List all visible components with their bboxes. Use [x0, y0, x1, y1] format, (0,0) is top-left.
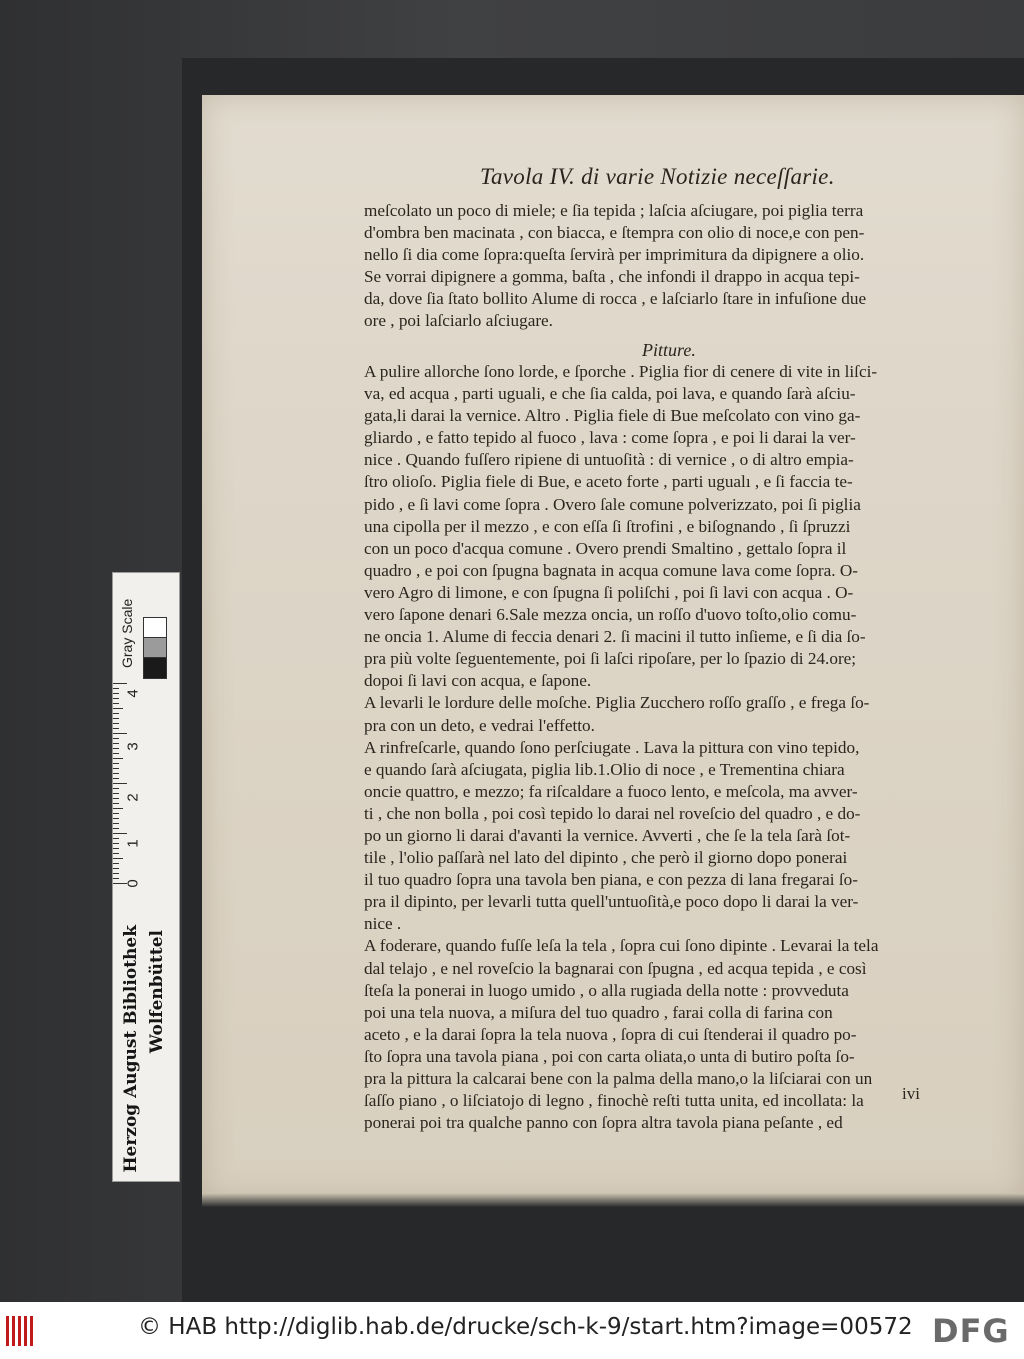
ruler-tick: [113, 788, 119, 789]
text-line: ſaſſo piano , o liſciatojo di legno , finochè reſti tutta unita, ed incollata: la: [364, 1091, 864, 1111]
ruler-tick: [113, 713, 119, 714]
text-line: quadro , e poi con ſpugna bagnata in acqua comune lava come ſopra. O-: [364, 560, 858, 580]
ruler-tick: [113, 813, 119, 814]
ruler-number: 0: [124, 879, 142, 888]
text-line: tile , l'olio paſſarà nel lato del dipinto , che però il giorno dopo ponerai: [364, 848, 848, 868]
ruler-tick: [113, 728, 119, 729]
dfg-logo: DFG: [932, 1312, 1010, 1350]
text-line: d'ombra ben macinata , con biacca, e ſtempra con olio di noce,e con pen-: [364, 223, 865, 243]
ruler-tick: [113, 863, 119, 864]
institution-line-2: Wolfenbüttel: [147, 929, 167, 1053]
gray-scale-label: Gray Scale: [119, 598, 135, 668]
ruler-tick: [113, 823, 119, 824]
ruler-tick: [113, 838, 119, 839]
ruler-number: 1: [124, 839, 142, 848]
page-edge: [202, 1193, 1024, 1207]
text-line: ore , poi laſciarlo aſciugare.: [364, 311, 553, 331]
ruler-tick: [113, 773, 119, 774]
text-line: pra più volte ſeguentemente, poi ſi laſci ripoſare, per lo ſpazio di 24.ore;: [364, 649, 857, 669]
ruler-tick: [113, 723, 119, 724]
text-line: dopoi ſi lavi con acqua, e ſapone.: [364, 671, 592, 691]
paragraph-1: [364, 200, 954, 333]
copyright-link[interactable]: © HAB http://diglib.hab.de/drucke/sch-k-9/start.htm?image=00572: [138, 1314, 913, 1340]
institution-line-1: Herzog August Bibliothek: [121, 925, 141, 1173]
ruler-tick: [113, 708, 123, 709]
text-line: ſto ſopra una tavola piana , poi con carta oliata,o unta di butiro poſta ſo-: [364, 1046, 855, 1066]
text-line: pido , e ſi lavi come ſopra . Overo ſale comune polverizzato, poi ſi piglia: [364, 494, 861, 514]
ruler-tick: [113, 868, 119, 869]
text-line: con un poco d'acqua comune . Overo prendi Smaltino , gettalo ſopra il: [364, 538, 847, 558]
text-line: A foderare, quando fuſſe leſa la tela , ſopra cui ſono dipinte . Levarai la tela: [364, 936, 879, 956]
text-line: ponerai poi tra qualche panno con ſopra altra tavola piana peſante , ed: [364, 1113, 843, 1133]
ruler-tick: [113, 848, 119, 849]
ruler-tick: [113, 753, 119, 754]
ruler-tick: [113, 858, 123, 859]
text-line: ti , che non bolla , poi così tepido lo darai nel roveſcio del quadro , e do-: [364, 803, 861, 823]
text-line: e quando ſarà aſciugata, piglia lib.1.Olio di noce , e Trementina chiara: [364, 759, 845, 779]
text-line: A pulire allorche ſono lorde, e ſporche . Piglia fior di cenere di vite in liſci-: [364, 362, 878, 381]
ruler-tick: [113, 768, 119, 769]
text-line: Se vorrai dipignere a gomma, baſta , che infondi il drappo in acqua tepi-: [364, 267, 860, 287]
ruler-tick: [113, 688, 119, 689]
text-line: gliardo , e fatto tepido al fuoco , lava : come ſopra , e poi li darai la ver-: [364, 428, 856, 448]
ruler-number: 3: [124, 742, 142, 751]
text-line: ſtro olioſo. Piglia fiele di Bue, e aceto forte , parti ugualı , e ſi faccia te-: [364, 472, 853, 492]
hab-logo-icon: [6, 1316, 38, 1346]
section-title: Pitture.: [642, 340, 696, 360]
text-line: da, dove ſia ſtato bollito Alume di rocca , e laſciarlo ſtare in infuſione due: [364, 289, 867, 309]
ruler-tick: [113, 693, 119, 694]
ruler-number: 2: [124, 793, 142, 802]
text-line: pra con un deto, e vedrai l'effetto.: [364, 715, 595, 735]
text-line: dal telajo , e nel roveſcio la bagnarai con ſpugna , ed acqua tepida , e così: [364, 958, 867, 978]
text-line: pra il dipinto, per levarli tutta quell'untuoſità,e poco dopo li darai la ver-: [364, 892, 859, 912]
section-body: [364, 361, 954, 1134]
gray-scale-ruler: [112, 572, 180, 1182]
ruler-tick: [113, 733, 127, 734]
text-line: ſteſa la ponerai in luogo umido , o alla rugiada della notte : provveduta: [364, 980, 849, 1000]
ruler-tick: [113, 808, 123, 809]
text-line: poi una tela nuova, a miſura del tuo quadro , farai colla di farina con: [364, 1002, 833, 1022]
ruler-tick: [113, 718, 119, 719]
swatch-gray: [143, 637, 167, 659]
ruler-tick: [113, 843, 119, 844]
text-line: A levarli le lordure delle moſche. Piglia Zucchero roſſo graſſo , e frega ſo-: [364, 693, 870, 713]
text-line: ne oncia 1. Alume di feccia denari 2. ſi macini il tutto inſieme, e ſi dia ſo-: [364, 627, 866, 647]
text-line: va, ed acqua , parti uguali, e che ſia calda, poi lava, e quando ſarà aſciu-: [364, 384, 856, 404]
ruler-tick: [113, 778, 119, 779]
institution-label: [115, 873, 177, 1173]
text-line: vero ſapone denari 6.Sale mezza oncia, un roſſo d'uovo toſto,olio comu-: [364, 605, 857, 625]
text-line: una cipolla per il mezzo , e con eſſa ſi ſtrofini , e biſognando , ſi ſpruzzi: [364, 516, 851, 536]
ruler-tick: [113, 828, 119, 829]
text-line: aceto , e la darai ſopra la tela nuova , ſopra di cui ſtenderai il quadro po-: [364, 1024, 857, 1044]
ruler-tick: [113, 743, 119, 744]
text-line: gata,li darai la vernice. Altro . Piglia fiele di Bue meſcolato con vino ga-: [364, 406, 861, 426]
ruler-tick: [113, 738, 119, 739]
ruler-number: 4: [124, 689, 142, 698]
ruler-tick: [113, 798, 119, 799]
ruler-tick: [113, 748, 119, 749]
footer-bar: [0, 1302, 1024, 1359]
ruler-tick: [113, 703, 119, 704]
ruler-tick: [113, 763, 119, 764]
text-line: nice . Quando fuſſero ripiene di untuoſità : di vernice , o di altro empia-: [364, 450, 854, 470]
text-line: oncie quattro, e mezzo; fa riſcaldare a fuoco lento, e meſcola, ma avver-: [364, 781, 858, 801]
swatch-white: [143, 617, 167, 639]
text-line: po un giorno li darai d'avanti la vernice. Avverti , che ſe la tela ſarà ſot-: [364, 825, 851, 845]
text-line: pra la pittura la calcarai bene con la palma della mano,o la liſciarai con un: [364, 1069, 873, 1088]
text-line: A rinfreſcarle, quando ſono perſciugate . Lava la pittura con vino tepido,: [364, 737, 860, 757]
ruler-tick: [113, 818, 119, 819]
ruler-tick: [113, 783, 127, 784]
text-line: il tuo quadro ſopra una tavola ben piana, e con pezza di lana fregarai ſo-: [364, 870, 858, 890]
text-line: vero Agro di limone, e con ſpugna ſi poliſchi , poi ſi lavi con acqua . O-: [364, 582, 854, 602]
ruler-tick: [113, 698, 119, 699]
catchword: ivi: [902, 1084, 920, 1103]
ruler-tick: [113, 803, 119, 804]
ruler-tick: [113, 793, 119, 794]
text-line: nello ſi dia come ſopra:queſta ſervirà per imprimitura da dipignere a olio.: [364, 245, 865, 265]
text-line: meſcolato un poco di miele; e ſia tepida ; laſcia aſciugare, poi piglia terra: [364, 201, 864, 220]
ruler-tick: [113, 853, 119, 854]
swatch-black: [143, 657, 167, 679]
text-line: nice .: [364, 914, 402, 934]
ruler-tick: [113, 758, 123, 759]
running-head: Tavola IV. di varie Notizie neceſſarie.: [480, 164, 835, 189]
